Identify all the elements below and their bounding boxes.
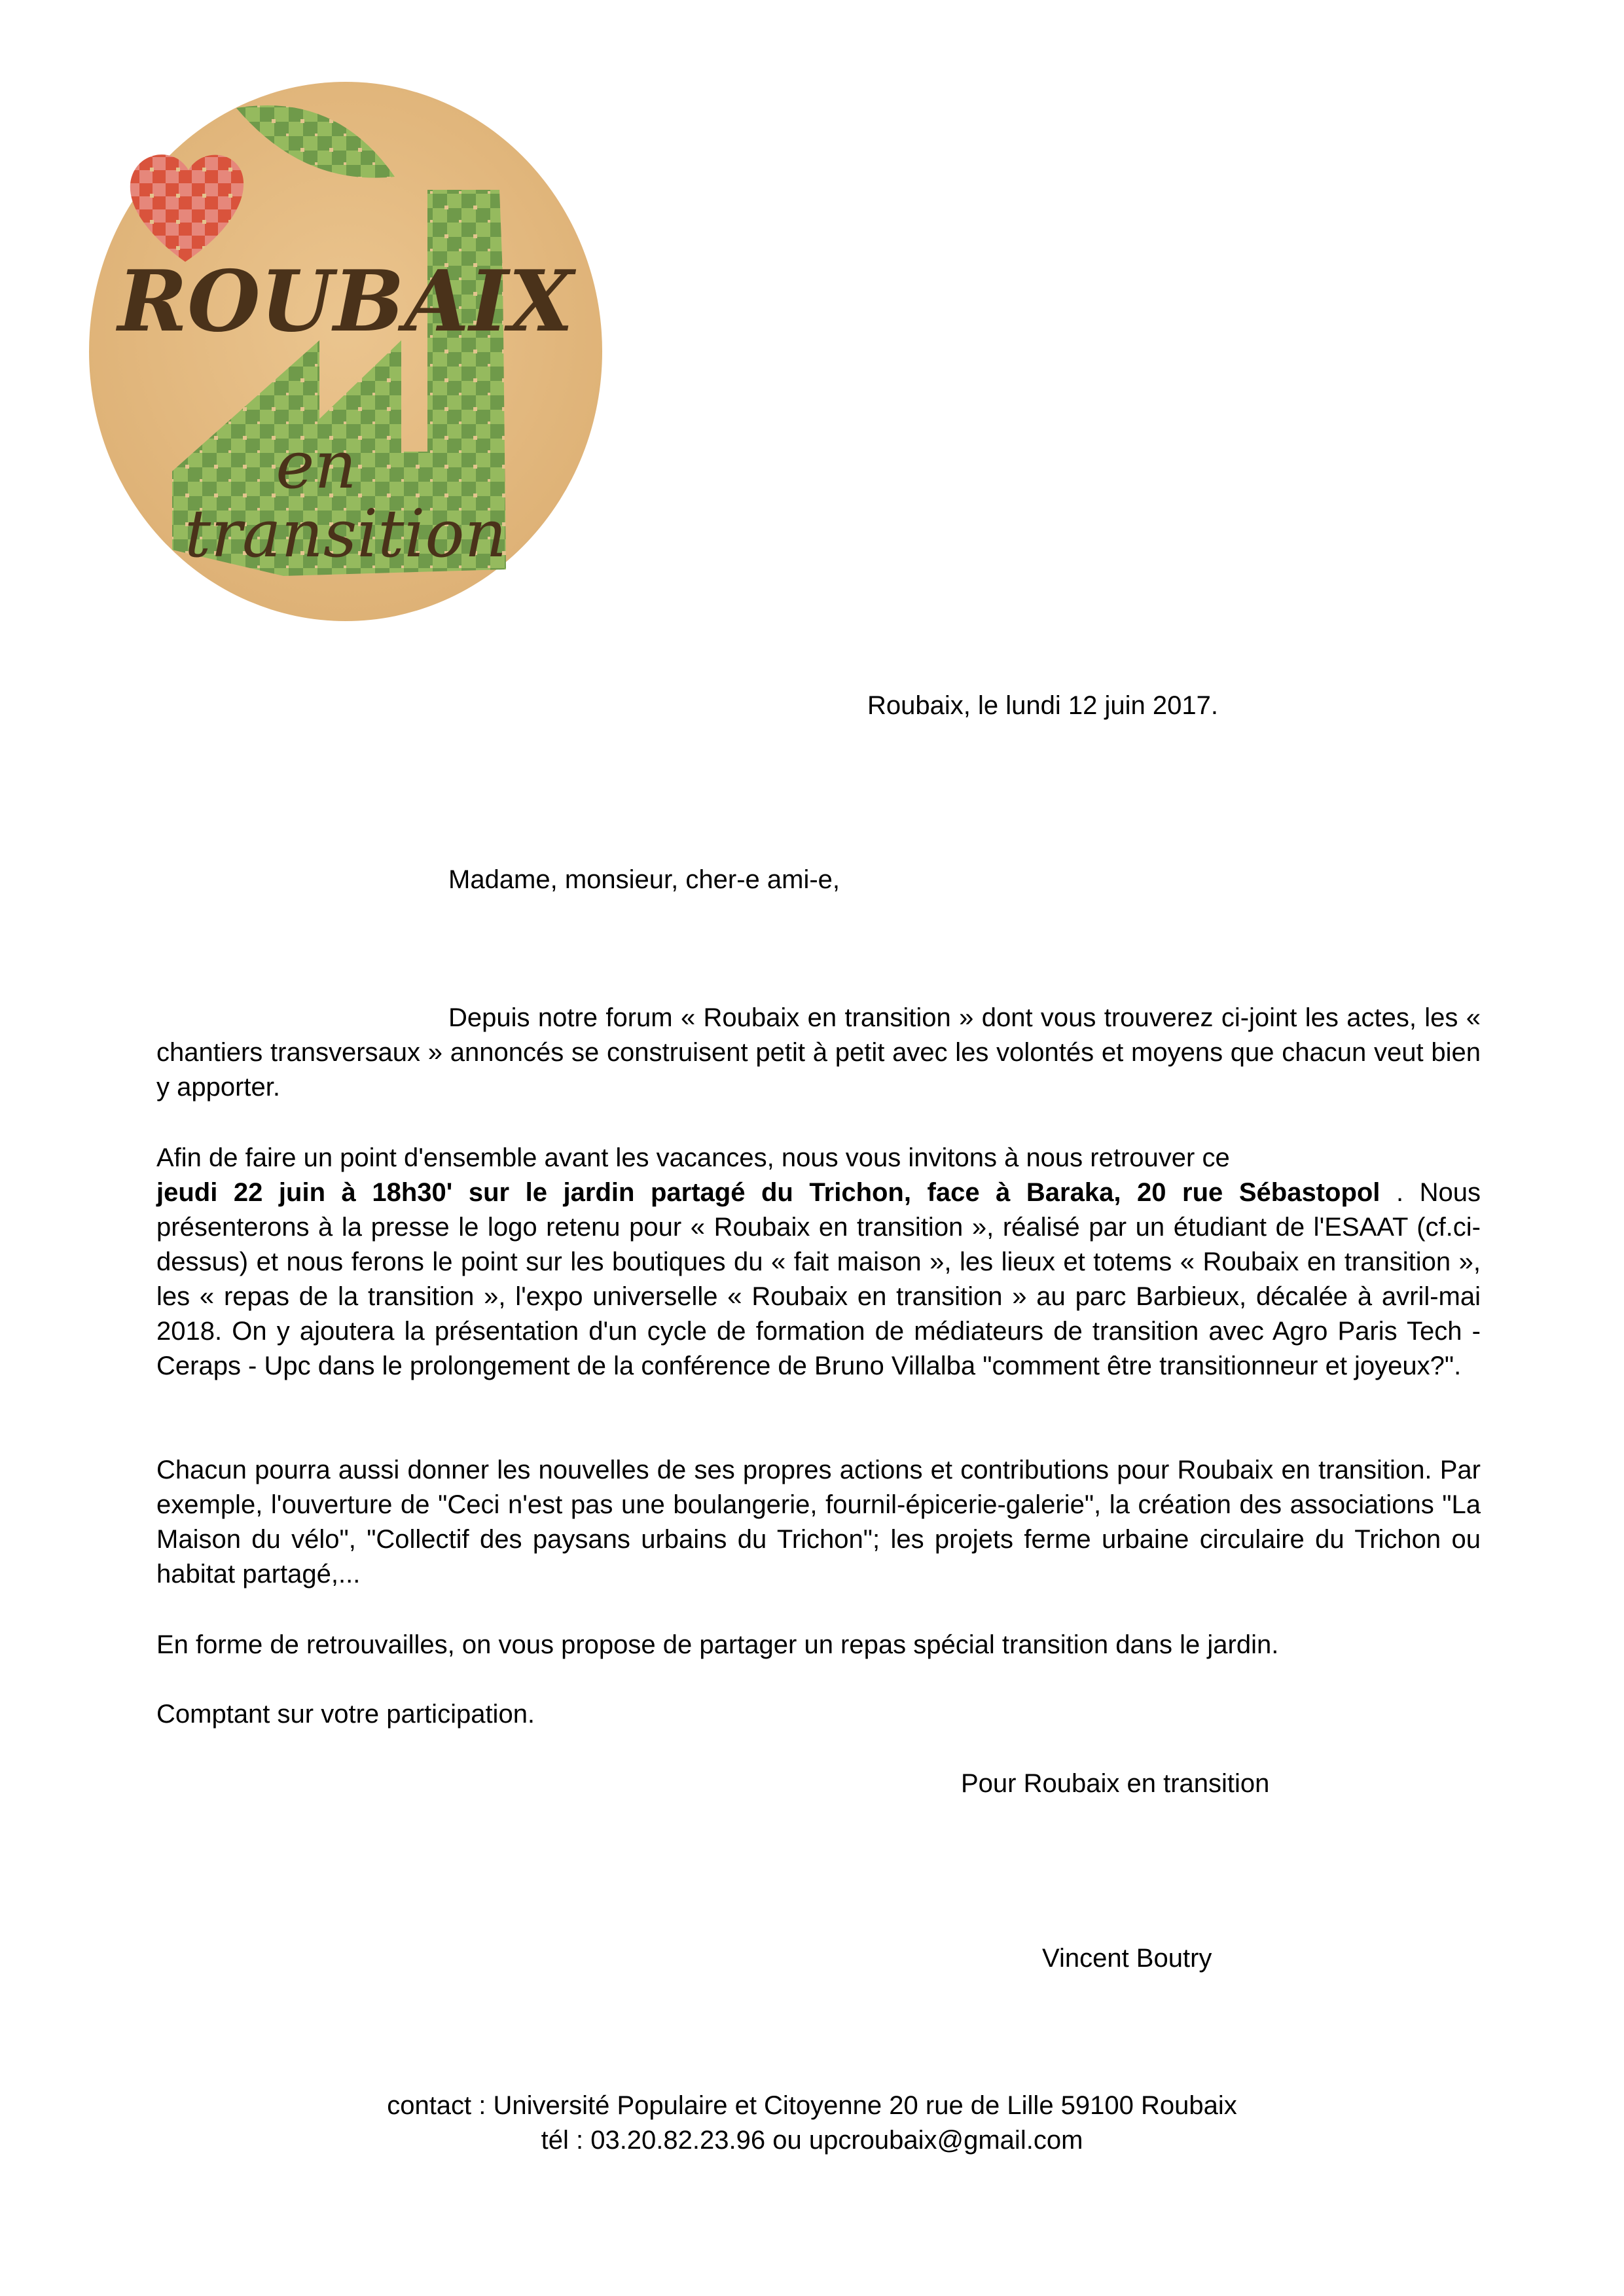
invitation-rest-text: . Nous présenterons à la presse le logo retenu pour « Roubaix en transition », réalisé par un étudiant de l'ESAAT (cf.ci-dessus) et nous ferons le point sur les boutiques du « fait maison », les lieux et totems « Roubaix en transition », les « repas de la transition », l'expo universelle « Roubaix en transition » au parc Barbieux, décalée à avril-mai 2018. On y ajoutera la présentation d'un cycle de formation de médiateurs de transition avec Agro Paris Tech - Ceraps - Upc dans le prolongement de la conférence de Bruno Villalba "comment être transitionneur et joyeux?". bbox=[156, 1178, 1481, 1380]
paragraph-closing: Comptant sur votre participation. bbox=[156, 1700, 535, 1729]
paragraph-intro-text: Depuis notre forum « Roubaix en transition » dont vous trouverez ci-joint les actes, les « chantiers transversaux » annoncés se construisent petit à petit avec les volontés et moyens que chacun veut bien y apporter. bbox=[156, 1003, 1481, 1102]
logo-subtitle-transition: transition bbox=[184, 495, 507, 572]
contributions-text: Chacun pourra aussi donner les nouvelles de ses propres actions et contributions pour Roubaix en transition. Par exemple, l'ouverture de "Ceci n'est pas une boulangerie, fournil-épicerie-galerie", la création des associations "La Maison du vélo", "Collectif des paysans urbains du Trichon"; les projets ferme urbaine circulaire du Trichon ou habitat partagé,... bbox=[156, 1456, 1481, 1588]
logo-graphic bbox=[87, 79, 604, 625]
logo-title: ROUBAIX bbox=[117, 253, 574, 351]
signature: Vincent Boutry bbox=[1042, 1944, 1212, 1973]
date-line: Roubaix, le lundi 12 juin 2017. bbox=[867, 691, 1218, 720]
salutation: Madame, monsieur, cher-e ami-e, bbox=[448, 865, 840, 894]
invitation-event-details: jeudi 22 juin à 18h30' sur le jardin partagé du Trichon, face à Baraka, 20 rue Sébastopol bbox=[156, 1178, 1380, 1207]
logo-subtitle-en: en bbox=[276, 427, 357, 503]
invitation-intro-text: Afin de faire un point d'ensemble avant les vacances, nous vous invitons à nous retrouver ce bbox=[156, 1143, 1230, 1172]
paragraph-invitation bbox=[156, 1141, 1481, 1384]
paragraph-intro bbox=[156, 1001, 1481, 1105]
paragraph-meal: En forme de retrouvailles, on vous propose de partager un repas spécial transition dans le jardin. bbox=[156, 1630, 1279, 1659]
footer-contact: contact : Université Populaire et Citoyenne 20 rue de Lille 59100 Roubaix bbox=[387, 2091, 1237, 2120]
closing-line: Pour Roubaix en transition bbox=[961, 1769, 1270, 1798]
roubaix-en-transition-logo bbox=[87, 79, 604, 625]
footer-phone-email: tél : 03.20.82.23.96 ou upcroubaix@gmail.com bbox=[541, 2126, 1083, 2155]
paragraph-contributions bbox=[156, 1453, 1481, 1592]
